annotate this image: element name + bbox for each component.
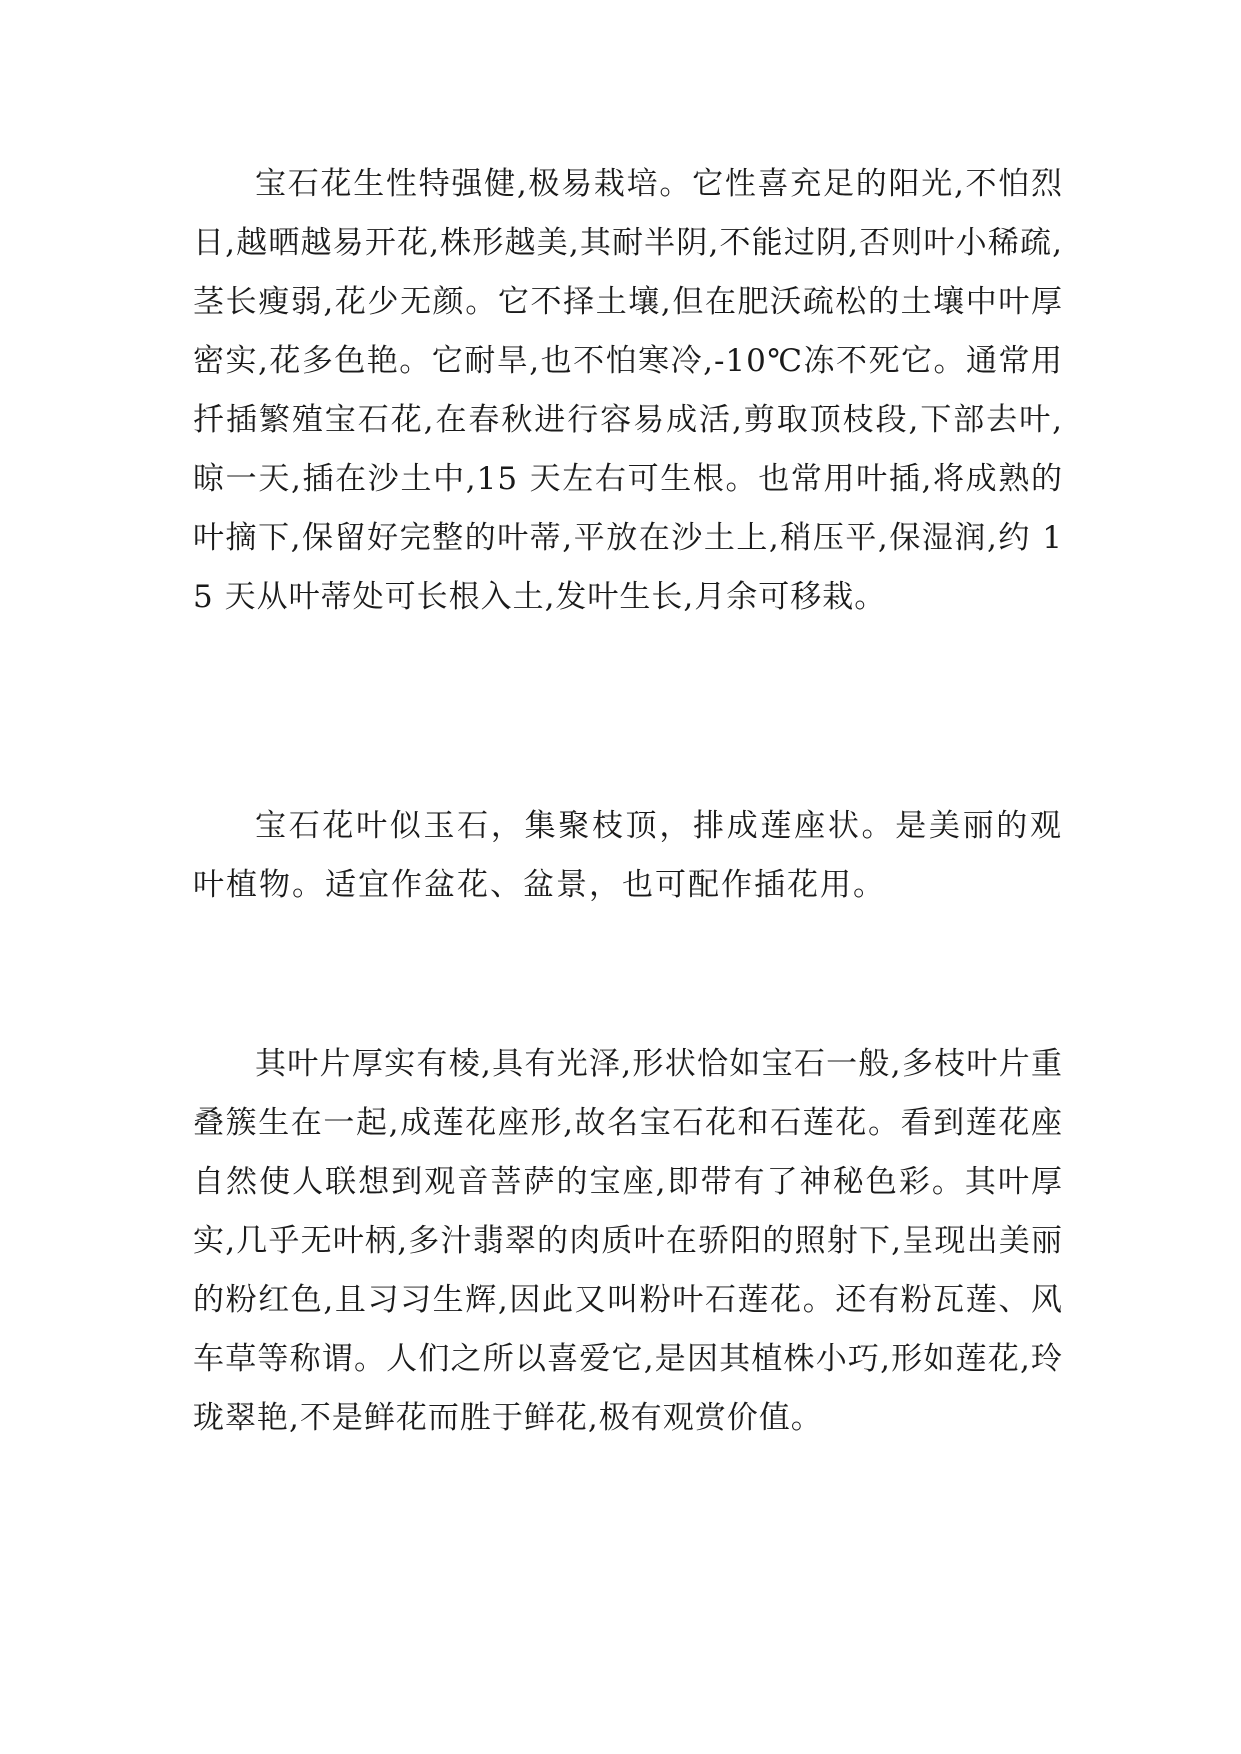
paragraph-ornamental-use: 宝石花叶似玉石，集聚枝顶，排成莲座状。是美丽的观叶植物。适宜作盆花、盆景，也可配作插花用。	[193, 808, 1063, 903]
paragraph-cultivation: 宝石花生性特强健,极易栽培。它性喜充足的阳光,不怕烈日,越晒越易开花,株形越美,其耐半阴,不能过阴,否则叶小稀疏,茎长瘦弱,花少无颜。它不择土壤,但在肥沃疏松的土壤中叶厚密实,花多色艳。它耐旱,也不怕寒冷,-10℃冻不死它。通常用扦插繁殖宝石花,在春秋进行容易成活,剪取顶枝段,下部去叶,晾一天,插在沙土中,15 天左右可生根。也常用叶插,将成熟的叶摘下,保留好完整的叶蒂,平放在沙土上,稍压平,保湿润,约 15 天从叶蒂处可长根入土,发叶生长,月余可移栽。	[193, 166, 1063, 615]
paragraph-leaf-description: 其叶片厚实有棱,具有光泽,形状恰如宝石一般,多枝叶片重叠簇生在一起,成莲花座形,故名宝石花和石莲花。看到莲花座自然使人联想到观音菩萨的宝座,即带有了神秘色彩。其叶厚实,几乎无叶柄,多汁翡翠的肉质叶在骄阳的照射下,呈现出美丽的粉红色,且习习生辉,因此又叫粉叶石莲花。还有粉瓦莲、风车草等称谓。人们之所以喜爱它,是因其植株小巧,形如莲花,玲珑翠艳,不是鲜花而胜于鲜花,极有观赏价值。	[193, 1046, 1063, 1436]
